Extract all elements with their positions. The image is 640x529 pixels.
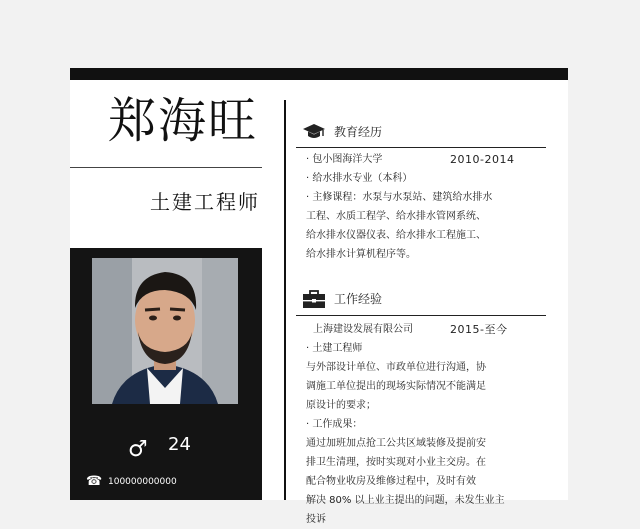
education-rule [296,147,546,148]
work-line: · 土建工程师 [306,343,363,354]
work-line: 通过加班加点抢工公共区域装修及提前安 [306,438,486,449]
work-line: · 工作成果： [306,419,363,430]
work-line: 调施工单位提出的现场实际情况不能满足 [306,381,486,392]
name-divider [70,167,262,168]
work-line: 排卫生清理，按时实现对小业主交房。在 [306,457,486,468]
phone-number: 100000000000 [108,477,177,487]
education-school: · 包小图海洋大学 [306,154,383,165]
job-title: 土建工程师 [150,190,260,214]
work-company: 上海建设发展有限公司 [313,324,413,335]
profile-panel [70,248,262,500]
education-course-line: 给水排水仪器仪表、给水排水工程施工、 [306,230,486,241]
work-line: 投诉 [306,514,326,525]
education-course-line: · 主修课程：水泵与水泵站、建筑给水排水 [306,192,493,203]
work-rule [296,315,546,316]
graduation-cap-icon [302,122,326,142]
phone-icon: ☎ [86,474,103,489]
resume-page [70,68,568,525]
top-bar [70,68,568,80]
education-course-line: 给水排水计算机程序等。 [306,249,416,260]
work-line: 与外部设计单位、市政单位进行沟通，协 [306,362,486,373]
column-divider [284,100,286,500]
work-heading: 工作经验 [334,292,383,306]
work-line: 原设计的要求； [306,400,376,411]
education-period: 2010-2014 [450,153,515,166]
avatar-photo [92,258,238,404]
age-value: 24 [168,434,191,455]
work-period: 2015-至今 [450,323,508,336]
briefcase-icon [302,289,326,309]
male-icon: ♂ [128,437,148,462]
avatar [92,258,238,404]
work-line: 解决 80% 以上业主提出的问题，未发生业主 [306,495,505,506]
education-heading: 教育经历 [334,125,383,139]
education-course-line: 工程、水质工程学、给水排水管网系统、 [306,211,486,222]
work-line: 配合物业收房及维修过程中，及时有效 [306,476,476,487]
candidate-name: 郑海旺 [108,93,259,149]
education-major: · 给水排水专业（本科） [306,173,413,184]
